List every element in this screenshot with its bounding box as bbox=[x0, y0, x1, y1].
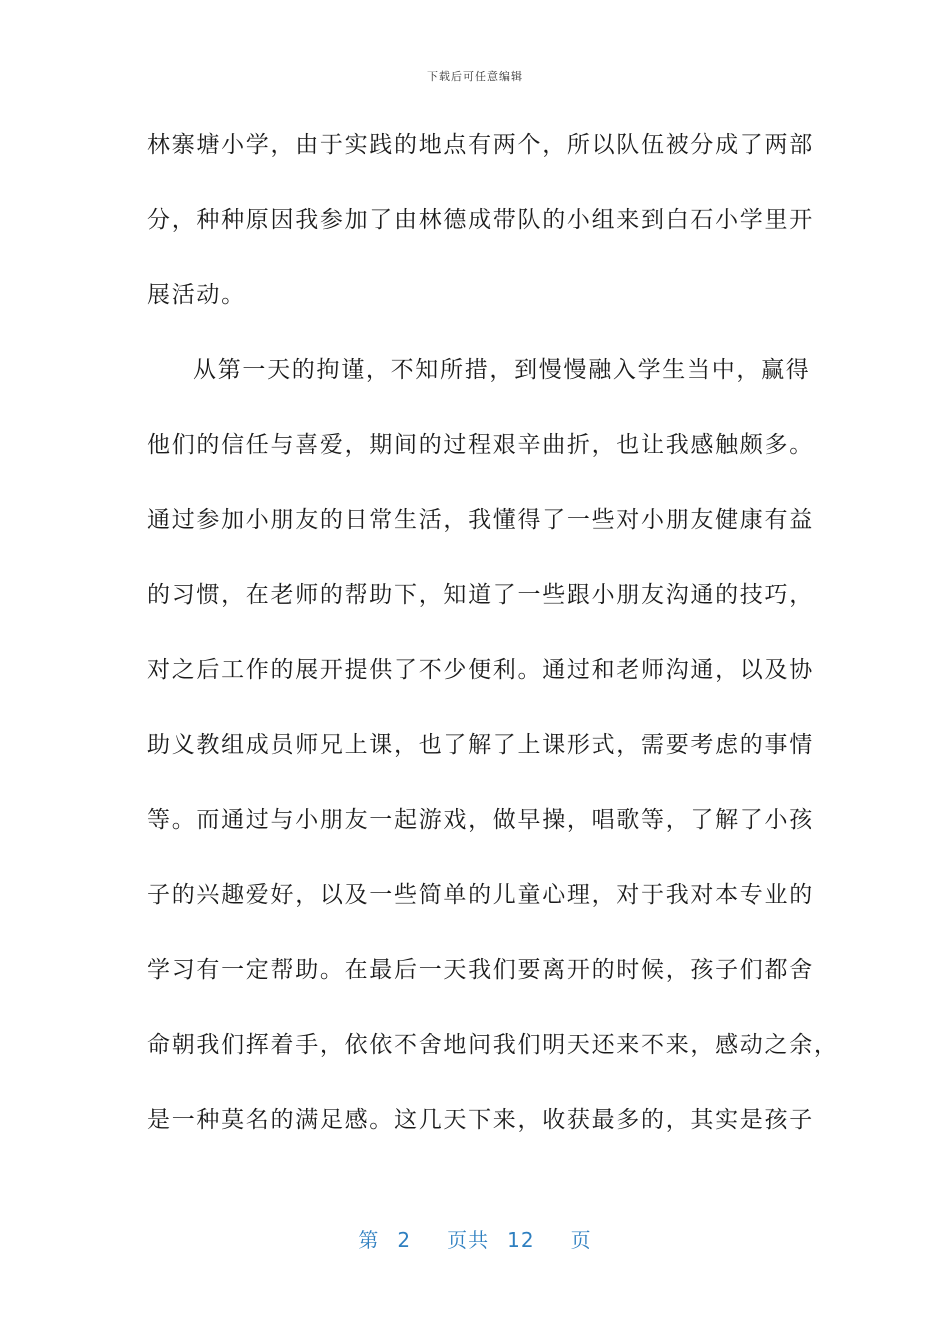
page-footer bbox=[0, 1224, 950, 1253]
text-line: 通过参加小朋友的日常生活，我懂得了一些对小朋友健康有益 bbox=[147, 507, 814, 533]
paragraph-first-line: 从第一天的拘谨，不知所措，到慢慢融入学生当中，赢得 bbox=[193, 357, 811, 383]
footer-middle: 页共 bbox=[447, 1228, 490, 1252]
text-line: 学习有一定帮助。在最后一天我们要离开的时候，孩子们都舍 bbox=[147, 957, 814, 983]
text-line: 助义教组成员师兄上课，也了解了上课形式，需要考虑的事情 bbox=[147, 732, 814, 758]
footer-total-pages: 12 bbox=[507, 1228, 535, 1252]
text-line: 对之后工作的展开提供了不少便利。通过和老师沟通，以及协 bbox=[147, 657, 814, 683]
text-line: 等。而通过与小朋友一起游戏，做早操，唱歌等，了解了小孩 bbox=[147, 807, 814, 833]
text-line: 是一种莫名的满足感。这几天下来，收获最多的，其实是孩子 bbox=[147, 1107, 814, 1133]
footer-suffix: 页 bbox=[570, 1228, 592, 1252]
text-line: 林寨塘小学，由于实践的地点有两个，所以队伍被分成了两部 bbox=[147, 132, 814, 158]
footer-prefix: 第 bbox=[358, 1228, 380, 1252]
text-line: 命朝我们挥着手，依依不舍地问我们明天还来不来，感动之余， bbox=[147, 1032, 839, 1058]
footer-current-page: 2 bbox=[397, 1228, 412, 1252]
text-line: 的习惯，在老师的帮助下，知道了一些跟小朋友沟通的技巧， bbox=[147, 582, 814, 608]
page-header: 下载后可任意编辑 bbox=[427, 70, 523, 83]
text-line: 他们的信任与喜爱，期间的过程艰辛曲折，也让我感触颇多。 bbox=[147, 432, 814, 458]
body-text bbox=[147, 117, 839, 1167]
text-line: 展活动。 bbox=[147, 282, 246, 308]
text-line: 分，种种原因我参加了由林德成带队的小组来到白石小学里开 bbox=[147, 207, 814, 233]
text-line: 子的兴趣爱好，以及一些简单的儿童心理，对于我对本专业的 bbox=[147, 882, 814, 908]
